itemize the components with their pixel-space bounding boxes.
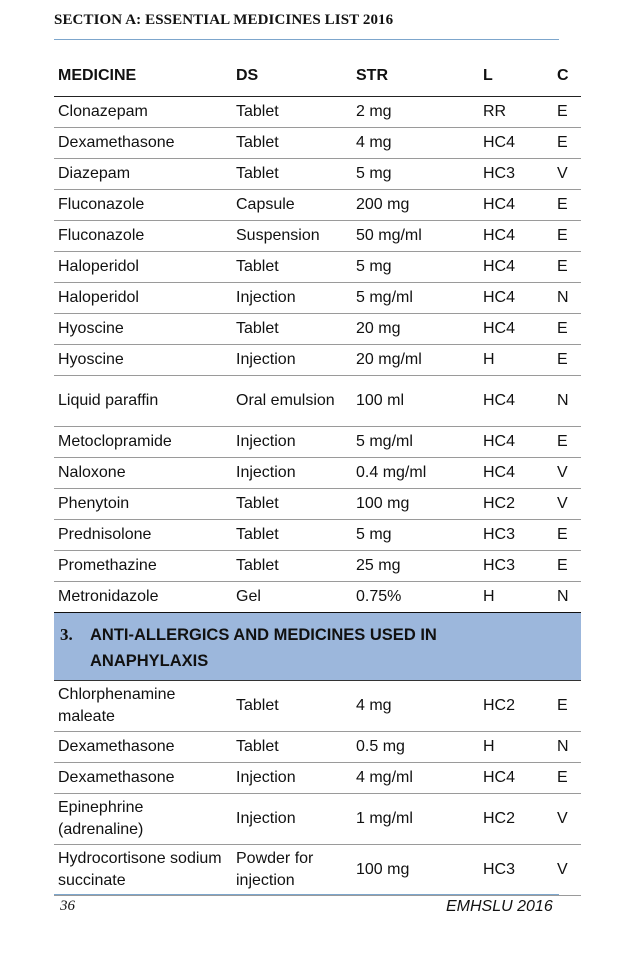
cell-level: HC3 bbox=[479, 520, 553, 551]
table-row bbox=[54, 681, 581, 732]
cell-dosage-form: Tablet bbox=[232, 128, 352, 159]
cell-strength: 0.75% bbox=[352, 582, 479, 613]
cell-dosage-form: Tablet bbox=[232, 732, 352, 763]
cell-strength: 25 mg bbox=[352, 551, 479, 582]
cell-level: HC4 bbox=[479, 190, 553, 221]
cell-level: HC4 bbox=[479, 252, 553, 283]
cell-level: H bbox=[479, 345, 553, 376]
table-row bbox=[54, 190, 581, 221]
cell-category: E bbox=[553, 763, 581, 794]
cell-dosage-form: Oral emulsion bbox=[232, 376, 352, 427]
table-row bbox=[54, 128, 581, 159]
table-header-row bbox=[54, 56, 581, 97]
cell-medicine: Fluconazole bbox=[54, 221, 232, 252]
table-row bbox=[54, 763, 581, 794]
table-row bbox=[54, 97, 581, 128]
table-row bbox=[54, 732, 581, 763]
cell-medicine: Naloxone bbox=[54, 458, 232, 489]
section-number: 3. bbox=[60, 625, 73, 644]
cell-level: HC4 bbox=[479, 283, 553, 314]
cell-category: N bbox=[553, 582, 581, 613]
cell-category: V bbox=[553, 794, 581, 845]
cell-level: HC3 bbox=[479, 845, 553, 896]
cell-level: HC4 bbox=[479, 458, 553, 489]
table-row bbox=[54, 283, 581, 314]
cell-category: N bbox=[553, 283, 581, 314]
cell-category: E bbox=[553, 97, 581, 128]
cell-medicine: Haloperidol bbox=[54, 252, 232, 283]
cell-category: E bbox=[553, 345, 581, 376]
cell-dosage-form: Injection bbox=[232, 458, 352, 489]
cell-dosage-form: Tablet bbox=[232, 520, 352, 551]
cell-level: HC4 bbox=[479, 128, 553, 159]
cell-medicine: Liquid paraffin bbox=[54, 376, 232, 427]
cell-strength: 20 mg bbox=[352, 314, 479, 345]
cell-strength: 4 mg/ml bbox=[352, 763, 479, 794]
cell-category: E bbox=[553, 252, 581, 283]
table-body-section-3 bbox=[54, 681, 581, 896]
cell-level: HC4 bbox=[479, 763, 553, 794]
cell-medicine: Prednisolone bbox=[54, 520, 232, 551]
table-row bbox=[54, 221, 581, 252]
cell-strength: 5 mg/ml bbox=[352, 427, 479, 458]
cell-category: E bbox=[553, 681, 581, 732]
cell-dosage-form: Tablet bbox=[232, 159, 352, 190]
cell-category: V bbox=[553, 489, 581, 520]
cell-level: HC4 bbox=[479, 314, 553, 345]
section-title: ANTI-ALLERGICS AND MEDICINES USED IN ANAPHYLAXIS bbox=[90, 626, 437, 670]
table-row bbox=[54, 582, 581, 613]
cell-category: E bbox=[553, 551, 581, 582]
column-header-ds: DS bbox=[232, 56, 352, 97]
page-number: 36 bbox=[60, 898, 75, 914]
cell-level: HC3 bbox=[479, 551, 553, 582]
cell-dosage-form: Injection bbox=[232, 427, 352, 458]
cell-strength: 1 mg/ml bbox=[352, 794, 479, 845]
cell-category: E bbox=[553, 128, 581, 159]
footer-rule bbox=[54, 894, 559, 895]
cell-dosage-form: Tablet bbox=[232, 97, 352, 128]
table-row bbox=[54, 489, 581, 520]
cell-dosage-form: Tablet bbox=[232, 681, 352, 732]
table-row bbox=[54, 458, 581, 489]
table-row bbox=[54, 159, 581, 190]
cell-strength: 2 mg bbox=[352, 97, 479, 128]
header-rule bbox=[54, 39, 559, 40]
cell-medicine: Metoclopramide bbox=[54, 427, 232, 458]
cell-level: RR bbox=[479, 97, 553, 128]
table-row bbox=[54, 376, 581, 427]
table-row bbox=[54, 551, 581, 582]
cell-strength: 100 mg bbox=[352, 845, 479, 896]
cell-strength: 4 mg bbox=[352, 681, 479, 732]
cell-strength: 200 mg bbox=[352, 190, 479, 221]
cell-medicine: Hyoscine bbox=[54, 345, 232, 376]
cell-strength: 0.4 mg/ml bbox=[352, 458, 479, 489]
cell-category: E bbox=[553, 221, 581, 252]
cell-medicine: Chlorphenamine maleate bbox=[54, 681, 232, 732]
table-row bbox=[54, 794, 581, 845]
cell-category: N bbox=[553, 376, 581, 427]
cell-level: H bbox=[479, 582, 553, 613]
cell-category: V bbox=[553, 845, 581, 896]
cell-medicine: Promethazine bbox=[54, 551, 232, 582]
cell-dosage-form: Suspension bbox=[232, 221, 352, 252]
cell-category: E bbox=[553, 427, 581, 458]
cell-strength: 100 ml bbox=[352, 376, 479, 427]
cell-dosage-form: Powder for injection bbox=[232, 845, 352, 896]
cell-strength: 4 mg bbox=[352, 128, 479, 159]
cell-medicine: Fluconazole bbox=[54, 190, 232, 221]
cell-dosage-form: Tablet bbox=[232, 314, 352, 345]
table-row bbox=[54, 520, 581, 551]
cell-medicine: Metronidazole bbox=[54, 582, 232, 613]
cell-level: HC4 bbox=[479, 427, 553, 458]
column-header-c: C bbox=[553, 56, 581, 97]
table-row bbox=[54, 427, 581, 458]
publication-label: EMHSLU 2016 bbox=[446, 898, 553, 915]
column-header-str: STR bbox=[352, 56, 479, 97]
cell-dosage-form: Gel bbox=[232, 582, 352, 613]
cell-medicine: Haloperidol bbox=[54, 283, 232, 314]
table-body-section-a bbox=[54, 97, 581, 613]
cell-category: E bbox=[553, 190, 581, 221]
cell-level: HC2 bbox=[479, 794, 553, 845]
cell-strength: 5 mg bbox=[352, 520, 479, 551]
cell-strength: 50 mg/ml bbox=[352, 221, 479, 252]
cell-medicine: Dexamethasone bbox=[54, 732, 232, 763]
cell-dosage-form: Tablet bbox=[232, 252, 352, 283]
section-heading-row bbox=[54, 613, 581, 681]
cell-dosage-form: Tablet bbox=[232, 551, 352, 582]
cell-medicine: Dexamethasone bbox=[54, 763, 232, 794]
cell-category: N bbox=[553, 732, 581, 763]
cell-dosage-form: Injection bbox=[232, 345, 352, 376]
cell-dosage-form: Injection bbox=[232, 794, 352, 845]
cell-strength: 0.5 mg bbox=[352, 732, 479, 763]
table-row bbox=[54, 314, 581, 345]
table-row bbox=[54, 252, 581, 283]
cell-category: V bbox=[553, 159, 581, 190]
cell-level: HC2 bbox=[479, 489, 553, 520]
cell-level: HC4 bbox=[479, 221, 553, 252]
cell-level: HC3 bbox=[479, 159, 553, 190]
cell-medicine: Hydrocortisone sodium succinate bbox=[54, 845, 232, 896]
cell-medicine: Diazepam bbox=[54, 159, 232, 190]
cell-category: E bbox=[553, 520, 581, 551]
cell-level: H bbox=[479, 732, 553, 763]
cell-dosage-form: Injection bbox=[232, 283, 352, 314]
cell-strength: 5 mg bbox=[352, 252, 479, 283]
cell-medicine: Dexamethasone bbox=[54, 128, 232, 159]
cell-category: E bbox=[553, 314, 581, 345]
cell-medicine: Phenytoin bbox=[54, 489, 232, 520]
table-row bbox=[54, 845, 581, 896]
cell-medicine: Clonazepam bbox=[54, 97, 232, 128]
cell-dosage-form: Injection bbox=[232, 763, 352, 794]
cell-strength: 5 mg bbox=[352, 159, 479, 190]
cell-medicine: Hyoscine bbox=[54, 314, 232, 345]
cell-strength: 20 mg/ml bbox=[352, 345, 479, 376]
table-row bbox=[54, 345, 581, 376]
cell-level: HC2 bbox=[479, 681, 553, 732]
page-header-title: SECTION A: ESSENTIAL MEDICINES LIST 2016 bbox=[54, 12, 394, 28]
cell-strength: 100 mg bbox=[352, 489, 479, 520]
cell-dosage-form: Tablet bbox=[232, 489, 352, 520]
cell-level: HC4 bbox=[479, 376, 553, 427]
cell-medicine: Epinephrine (adrenaline) bbox=[54, 794, 232, 845]
medicines-table bbox=[54, 56, 581, 896]
cell-category: V bbox=[553, 458, 581, 489]
cell-dosage-form: Capsule bbox=[232, 190, 352, 221]
column-header-l: L bbox=[479, 56, 553, 97]
cell-strength: 5 mg/ml bbox=[352, 283, 479, 314]
column-header-medicine: MEDICINE bbox=[54, 56, 232, 97]
